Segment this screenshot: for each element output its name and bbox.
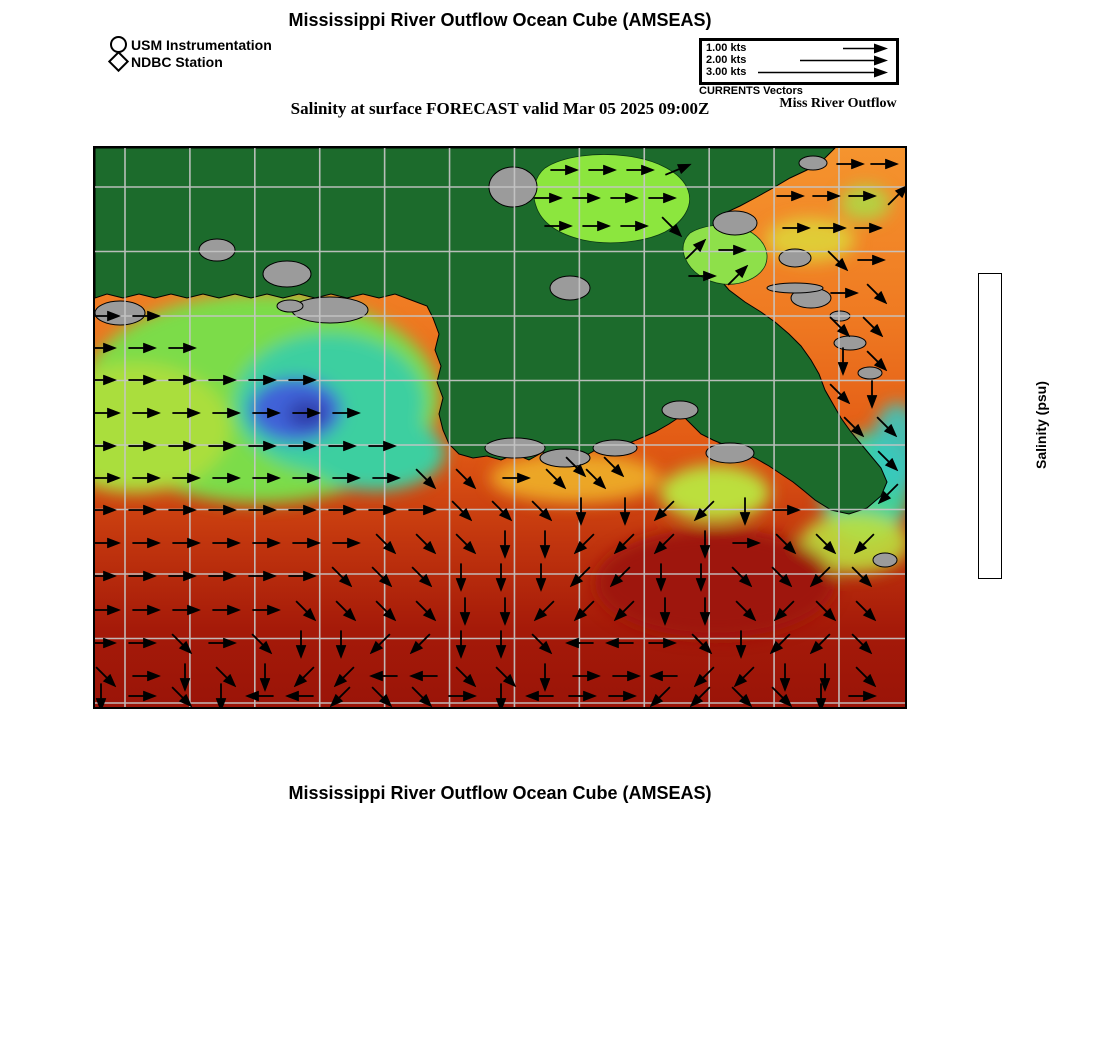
salinity-colorbar xyxy=(978,273,1002,579)
page-title: Mississippi River Outflow Ocean Cube (AMSEAS) xyxy=(288,10,712,30)
region-label: Miss River Outflow xyxy=(779,96,897,111)
marker-legend xyxy=(110,36,272,70)
legend-row-ndbc xyxy=(110,53,272,70)
legend-row-usm xyxy=(110,36,272,53)
vector-scale-2kt: 2.00 kts xyxy=(706,54,747,66)
bottom-title: Mississippi River Outflow Ocean Cube (AMSEAS) xyxy=(288,783,712,803)
vector-scale-3kt: 3.00 kts xyxy=(706,66,747,78)
map xyxy=(93,146,907,709)
usm-legend-label: USM Instrumentation xyxy=(131,36,272,53)
currents-vector-legend xyxy=(699,38,899,85)
salinity-map-canvas xyxy=(95,148,905,707)
forecast-subtitle: Salinity at surface FORECAST valid Mar 05 2025 09:00Z xyxy=(290,99,710,118)
map-layers xyxy=(95,148,905,707)
ndbc-diamond-icon xyxy=(108,51,129,72)
currents-caption: CURRENTS Vectors xyxy=(699,85,803,97)
ndbc-legend-label: NDBC Station xyxy=(131,53,223,70)
colorbar-title: Salinity (psu) xyxy=(1033,381,1049,469)
vector-scale-1kt: 1.00 kts xyxy=(706,42,747,54)
